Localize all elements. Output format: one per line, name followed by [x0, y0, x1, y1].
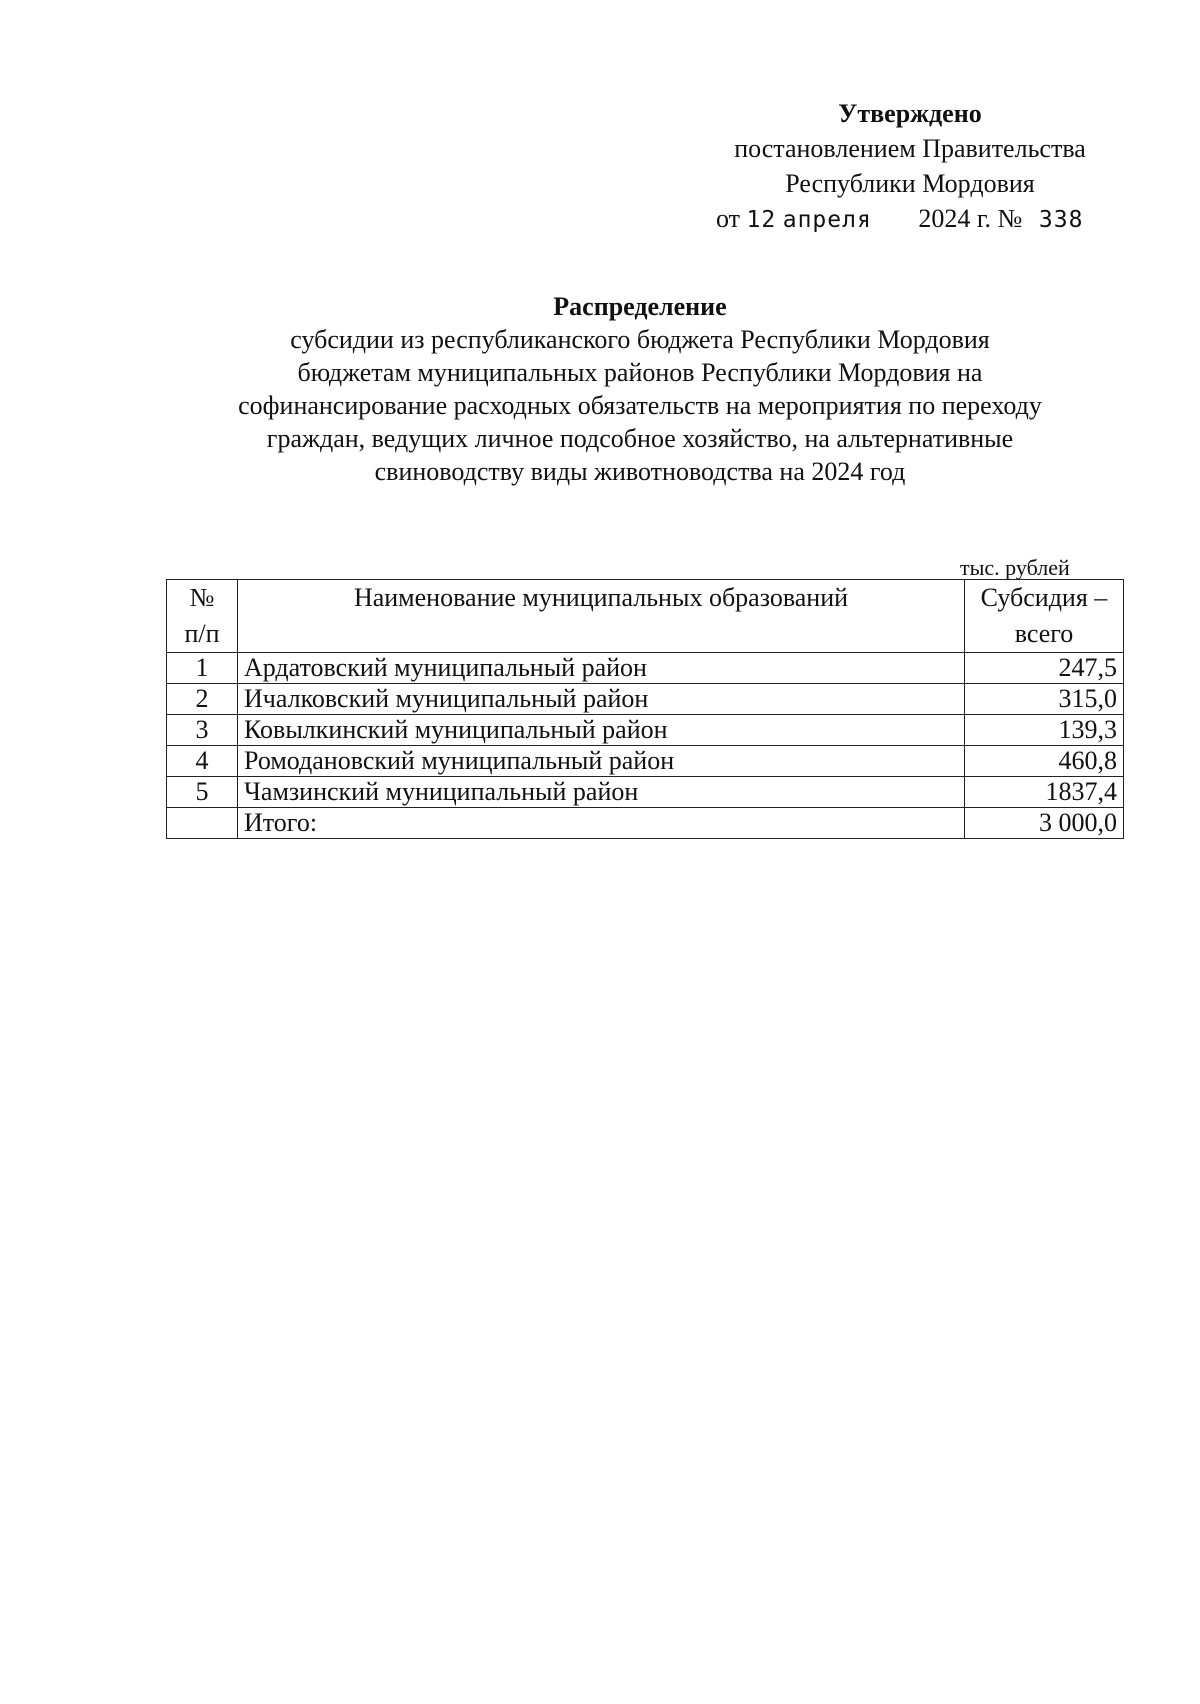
row-number: 1 [167, 653, 238, 684]
row-name: Ромодановский муниципальный район [238, 746, 965, 777]
title-line: граждан, ведущих личное подсобное хозяйство, на альтернативные [266, 424, 1014, 453]
total-value: 3 000,0 [965, 808, 1124, 839]
row-number: 2 [167, 684, 238, 715]
title-line: свиноводству виды животноводства на 2024 год [374, 457, 906, 486]
table-row [167, 746, 1124, 777]
subsidy-table [166, 579, 1124, 839]
row-number: 5 [167, 777, 238, 808]
header-number-line1: № [189, 583, 215, 612]
table-row [167, 653, 1124, 684]
approval-line-republic: Республики Мордовия [785, 169, 1035, 198]
title-heading: Распределение [553, 292, 727, 321]
approval-heading: Утверждено [838, 99, 982, 128]
table-header-row [167, 580, 1124, 653]
row-value: 315,0 [965, 684, 1124, 715]
resolution-number: 338 [1038, 207, 1084, 233]
table-row [167, 777, 1124, 808]
document-title [190, 290, 1090, 488]
row-value: 460,8 [965, 746, 1124, 777]
row-number: 3 [167, 715, 238, 746]
header-number-line2: п/п [184, 619, 220, 648]
header-subsidy-line2: всего [1014, 619, 1074, 648]
row-number: 4 [167, 746, 238, 777]
title-line: бюджетам муниципальных районов Республики Мордовия на [297, 358, 983, 387]
date-year: 2024 г. № [918, 204, 1023, 233]
header-subsidy [965, 580, 1124, 653]
table-row [167, 715, 1124, 746]
row-name: Ковылкинский муниципальный район [238, 715, 965, 746]
row-name: Ичалковский муниципальный район [238, 684, 965, 715]
approval-line-resolution: постановлением Правительства [734, 134, 1086, 163]
approval-date-line [700, 201, 1120, 238]
date-month: апреля [782, 207, 872, 233]
row-name: Ардатовский муниципальный район [238, 653, 965, 684]
table-row [167, 684, 1124, 715]
row-value: 139,3 [965, 715, 1124, 746]
title-line: субсидии из республиканского бюджета Республики Мордовия [290, 325, 990, 354]
header-name: Наименование муниципальных образований [238, 580, 965, 653]
header-subsidy-line1: Субсидия – [980, 583, 1108, 612]
approval-stamp [700, 96, 1120, 238]
header-number [167, 580, 238, 653]
title-line: софинансирование расходных обязательств на мероприятия по переходу [238, 391, 1042, 420]
total-number [167, 808, 238, 839]
date-day: 12 [746, 207, 777, 233]
total-label: Итого: [238, 808, 965, 839]
row-value: 247,5 [965, 653, 1124, 684]
row-name: Чамзинский муниципальный район [238, 777, 965, 808]
units-label: тыс. рублей [960, 555, 1070, 580]
table-total-row [167, 808, 1124, 839]
row-value: 1837,4 [965, 777, 1124, 808]
date-prefix: от [716, 204, 741, 233]
